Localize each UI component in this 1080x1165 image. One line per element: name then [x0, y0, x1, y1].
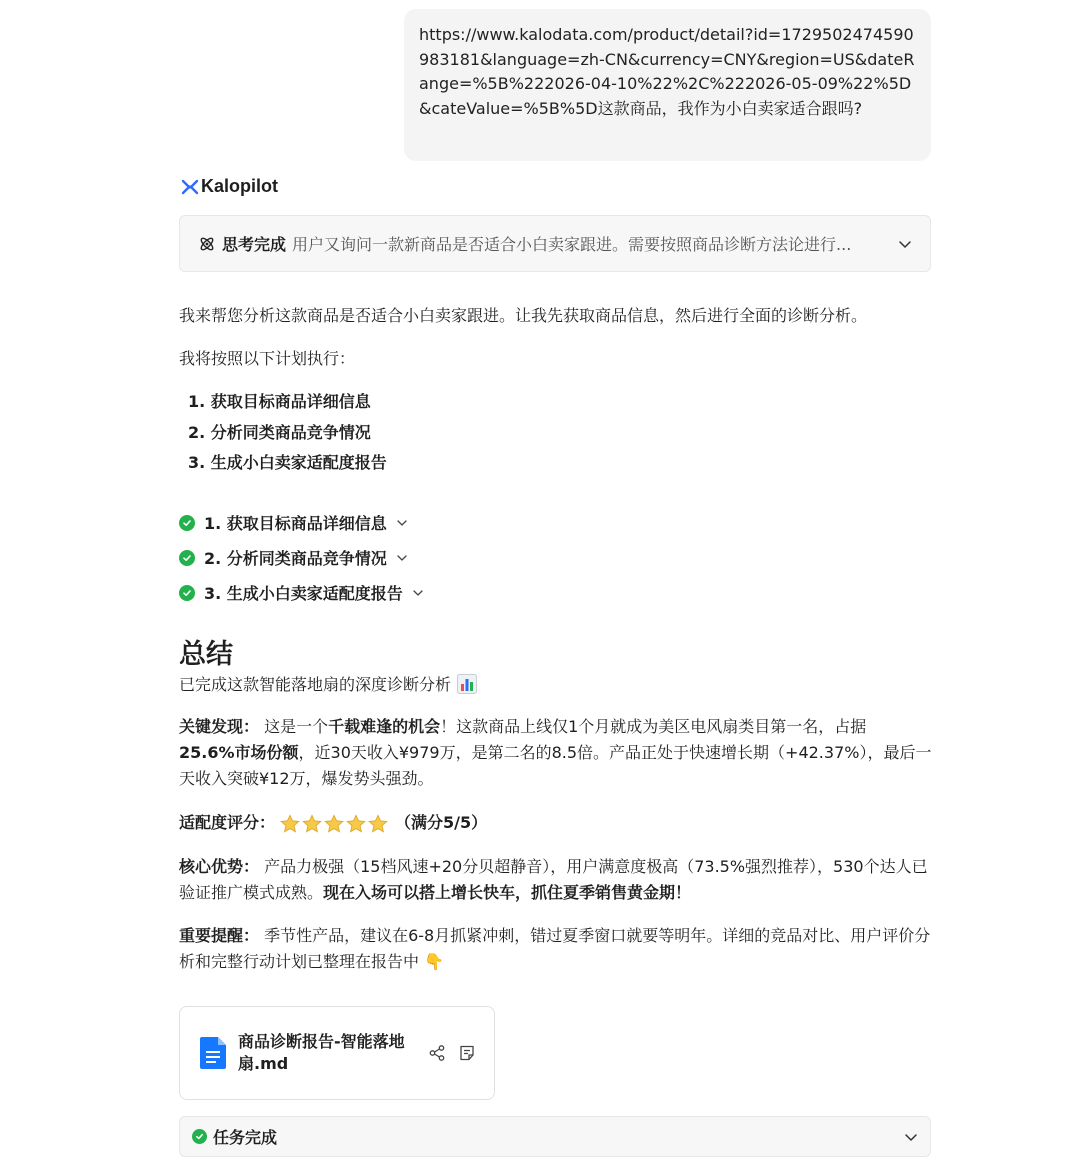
step-item[interactable] [179, 540, 424, 575]
check-circle-icon [179, 550, 195, 566]
chevron-down-icon[interactable] [396, 552, 408, 564]
share-icon[interactable] [428, 1044, 446, 1062]
plan-item: 3. 生成小白卖家适配度报告 [188, 453, 387, 472]
step-item[interactable] [179, 575, 424, 610]
plan-item: 2. 分析同类商品竞争情况 [188, 422, 371, 442]
core-advantage-label: 核心优势： [179, 857, 260, 876]
chevron-down-icon[interactable] [412, 587, 424, 599]
step-item[interactable] [179, 505, 424, 540]
key-finding-paragraph [179, 714, 935, 792]
document-icon [200, 1037, 226, 1069]
key-finding-text: 这是一个 [259, 717, 329, 736]
chevron-down-icon[interactable] [898, 237, 912, 251]
chevron-down-icon[interactable] [904, 1130, 918, 1144]
rating-text: （满分5/5） [395, 813, 488, 832]
core-advantage-text: 产品力极强（15档风速+20分贝超静音），用户满意度极高（73.5%强烈推荐），530个达人已验证推广模式成熟。 [179, 857, 928, 902]
brand-name: Kalopilot [201, 176, 278, 196]
check-circle-icon [192, 1129, 207, 1144]
file-actions [428, 1044, 476, 1062]
task-status-panel[interactable] [179, 1116, 931, 1157]
reminder-label: 重要提醒： [179, 926, 260, 945]
summary-title: 总结 [179, 639, 233, 670]
thinking-panel[interactable] [179, 215, 931, 272]
user-message-text: https://www.kalodata.com/product/detail?id=1729502474590983181&language=zh-CN&currency=CNY&region=US&dateRange=%5B%222026-04-10%22%2C%222026-05-09%22%5D&cateValue=%5B%5D这款商品，我作为小白卖家适合跟吗? [419, 25, 915, 118]
atom-icon [198, 235, 216, 253]
thinking-summary: 用户又询问一款新商品是否适合小白卖家跟进。需要按照商品诊断方法论进行... [292, 235, 852, 254]
check-circle-icon [179, 585, 195, 601]
summary-subtitle-text: 已完成这款智能落地扇的深度诊断分析 [179, 675, 452, 694]
key-finding-highlight: 千载难逢的机会 [328, 717, 441, 736]
key-finding-text: ！这款商品上线仅1个月就成为美区电风扇类目第一名，占据 [440, 717, 867, 736]
intro-text: 我来帮您分析这款商品是否适合小白卖家跟进。让我先获取商品信息，然后进行全面的诊断分析。 [179, 306, 868, 325]
step-label: 3. 生成小白卖家适配度报告 [204, 584, 403, 603]
key-finding-highlight: 25.6%市场份额 [179, 743, 299, 762]
pointing-down-icon: 👇 [424, 952, 445, 971]
reminder-text: 季节性产品，建议在6-8月抓紧冲刺，错过夏季窗口就要等明年。详细的竞品对比、用户评价分析和完整行动计划已整理在报告中 [179, 926, 931, 971]
star-icon [367, 813, 389, 835]
user-message-bubble [404, 9, 931, 161]
summary-subtitle [179, 672, 477, 695]
reminder-paragraph [179, 923, 935, 975]
bar-chart-icon [457, 674, 477, 694]
plan-item: 1. 获取目标商品详细信息 [188, 392, 371, 411]
rating-label: 适配度评分： [179, 813, 276, 832]
star-rating [279, 813, 389, 835]
star-icon [279, 813, 301, 835]
chevron-down-icon[interactable] [396, 517, 408, 529]
star-icon [323, 813, 345, 835]
check-circle-icon [179, 515, 195, 531]
report-file-card[interactable] [179, 1006, 495, 1100]
notes-icon[interactable] [458, 1044, 476, 1062]
step-label: 2. 分析同类商品竞争情况 [204, 549, 387, 568]
task-status-label: 任务完成 [213, 1128, 278, 1147]
star-icon [301, 813, 323, 835]
core-advantage-paragraph [179, 854, 935, 906]
key-finding-text: ，近30天收入¥979万，是第二名的8.5倍。产品正处于快速增长期（+42.37%），最后一天收入突破¥12万，爆发势头强劲。 [179, 743, 932, 788]
key-finding-label: 关键发现： [179, 717, 260, 736]
kalopilot-logo-icon [181, 178, 199, 196]
thinking-label: 思考完成 [222, 235, 287, 254]
assistant-brand [181, 176, 278, 197]
file-name: 商品诊断报告-智能落地扇.md [238, 1032, 405, 1073]
core-advantage-highlight: 现在入场可以搭上增长快车，抓住夏季销售黄金期！ [323, 883, 692, 902]
step-list [179, 505, 424, 610]
rating-row [179, 810, 935, 836]
star-icon [345, 813, 367, 835]
plan-intro-text: 我将按照以下计划执行： [179, 349, 356, 368]
step-label: 1. 获取目标商品详细信息 [204, 514, 387, 533]
plan-list [188, 389, 387, 481]
